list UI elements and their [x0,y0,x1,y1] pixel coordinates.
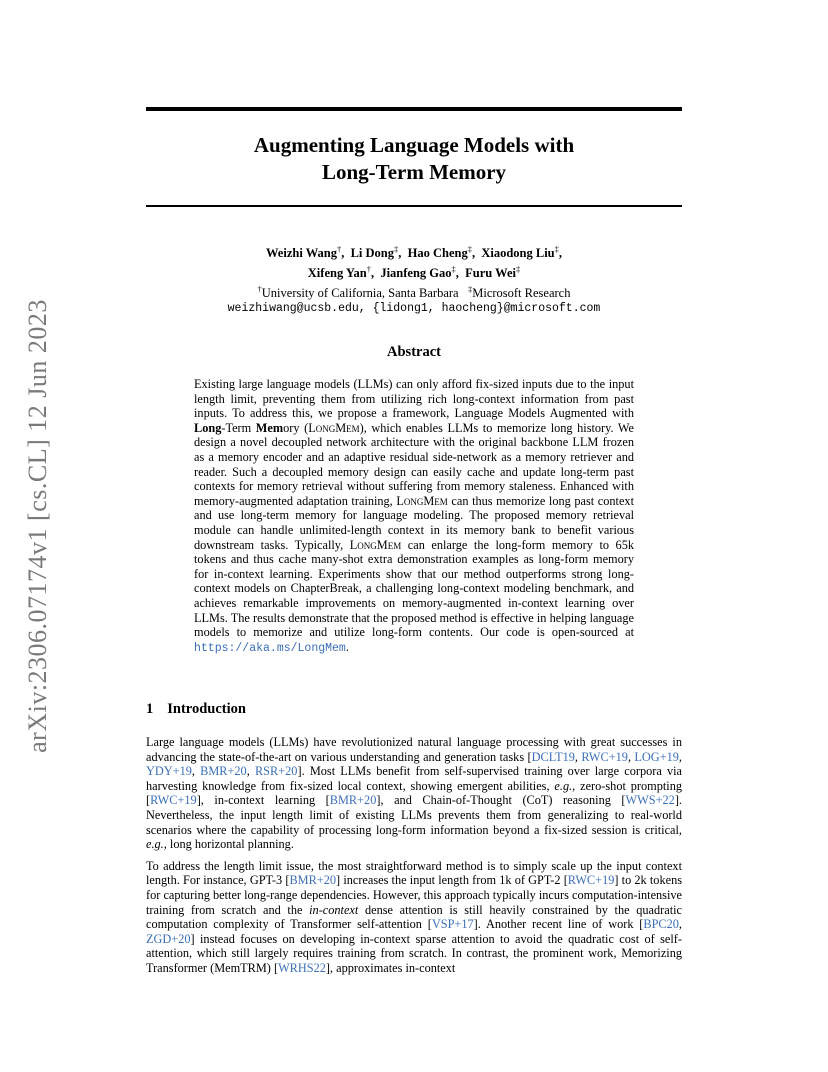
citation-link[interactable]: WWS+22 [625,793,675,808]
affiliation-ucsb: University of California, Santa Barbara [261,286,459,301]
abstract-bold-long: Long [194,420,222,435]
title-top-rule [146,107,682,111]
citation-link[interactable]: LOG+19 [634,749,679,764]
affiliation-microsoft: Microsoft Research [472,286,571,301]
abstract-text: -Term [221,420,256,435]
introduction-body [146,735,682,983]
author-mark: ‡ [451,264,456,275]
author-name: Hao Cheng [407,246,468,261]
author-block [146,241,682,317]
citation-link[interactable]: ZGD+20 [146,931,191,946]
author-line-2: Xifeng Yan†, Jianfeng Gao‡, Furu Wei‡ [307,264,521,281]
abstract-text: ory ( [283,420,309,435]
intro-text: ], and Chain-of-Thought (CoT) reasoning [ [376,793,626,808]
abstract-text: . [345,639,349,654]
author-line-1: Weizhi Wang†, Li Dong‡, Hao Cheng‡, Xiaodong Liu‡, [265,244,562,261]
section-number: 1 [146,701,154,717]
intro-paragraph-2: To address the length limit issue, the most straightforward method is to simply scale up the input context length. For instance, GPT-3 [BMR+20] increases the input length from 1k of GPT-2 [RWC+19] to 2k tokens for capturing better long-range dependencies. However, this approach typically incurs computation-intensive training from scratch and the in-context dense attention is still heavily constrained by the quadratic computation complexity of Transformer self-attention [VSP+17]. Another recent line of work [BPC20, ZGD+20] instead focuses on developing in-context sparse attention to avoid the quadratic cost of self-attention, which still largely requires training from scratch. In contrast, the prominent work, Memorizing Transformer (MemTRM) [WRHS22], approximates in-context [146,858,682,975]
author-mark: ‡ [515,264,521,275]
citation-link[interactable]: RWC+19 [567,873,615,888]
author-mark: ‡ [394,244,399,254]
intro-text: To address the length limit issue, the most straightforward method is to simply scale up the input context length. For instance, GPT-3 [ [146,858,682,888]
paper-title [146,132,682,186]
intro-text: zero-shot prompting [ [146,778,682,808]
title-line-2: Long-Term Memory [321,160,507,184]
abstract-text: can enlarge the long-form memory to 65k tokens and thus cache many-shot extra demonstration examples as long-form memory for in-context learning. Experiments show that our method outperforms strong long-context models on ChapterBreak, a challenging long-context modeling benchmark, and achieves remarkable improvements on memory-augmented in-context learning over LLMs. The results demonstrate that the proposed method is effective in helping language models to memorize and utilize long-form contents. Our code is open-sourced at [194,537,635,640]
author-mark: † [336,244,342,254]
author-name: Xiaodong Liu [481,246,555,261]
citation-link[interactable]: YDY+19 [146,764,192,779]
intro-text: ]. Most LLMs benefit from self-supervised training over large corpora via harvesting knowledge from fix-sized local context, showing emergent abilities, [146,764,682,793]
intro-text: ]. Nevertheless, the input length limit of existing LLMs prevents them from generalizing to real-world scenarios where the capability of processing long-form information beyond a fix-sized session is critical, [146,793,682,837]
citation-link[interactable]: BPC20 [643,917,679,932]
author-name: Weizhi Wang [265,246,337,261]
citation-link[interactable]: BMR+20 [289,873,337,888]
title-line-1: Augmenting Language Models with [253,133,575,157]
citation-link[interactable]: BMR+20 [200,764,247,779]
abstract-body [194,377,634,656]
abstract-heading: Abstract [387,344,441,360]
arxiv-identifier-text: arXiv:2306.07174v1 [cs.CL] 12 Jun 2023 [23,299,52,753]
author-name: Li Dong [350,246,394,261]
intro-text: ], in-context learning [ [196,793,330,808]
intro-paragraph-1: Large language models (LLMs) have revolutionized natural language processing with great successes in advancing the state-of-the-art on various understanding and generation tasks [DCLT19, RWC+19, LOG+19, YDY+19, BMR+20, RSR+20]. Most LLMs benefit from self-supervised training over large corpora via harvesting knowledge from fix-sized local context, showing emergent abilities, e.g., zero-shot prompting [RWC+19], in-context learning [BMR+20], and Chain-of-Thought (CoT) reasoning [WWS+22]. Nevertheless, the input length limit of existing LLMs prevents them from generalizing to real-world scenarios where the capability of processing long-form information beyond a fix-sized session is critical, e.g., long horizontal planning. [146,735,682,852]
section-title: Introduction [167,701,246,717]
abstract-text: Existing large language models (LLMs) can only afford fix-sized inputs due to the input length limit, preventing them from utilizing rich long-context information from past inputs. To address this, we propose a framework, Language Models Augmented with [194,377,634,421]
method-name: LongMem [396,493,448,508]
affiliation-mark: ‡ [467,284,473,295]
affiliation-mark: † [257,284,262,295]
citation-link[interactable]: DCLT19 [531,749,575,764]
intro-text-italic: in-context [309,902,359,917]
author-name: Furu Wei [465,266,516,281]
intro-text-italic: e.g., [554,778,576,793]
intro-text: ] increases the input length from 1k of GPT-2 [ [336,873,568,888]
code-url-link[interactable]: https://aka.ms/LongMem [194,641,346,655]
section-heading-introduction [146,701,246,718]
method-name: LongMem [308,420,360,435]
abstract-bold-mem: Mem [255,420,284,435]
citation-link[interactable]: RSR+20 [254,764,298,779]
title-bottom-rule [146,205,682,207]
abstract-text: ), which enables LLMs to memorize long history. We design a novel decoupled network architecture with the original backbone LLM frozen as a memory encoder and an adaptive residual side-network as a memory retriever and reader. Such a decoupled memory design can easily cache and update long-term past contexts for memory retrieval without suffering from memory staleness. Enhanced with memory-augmented adaptation training, [194,420,635,508]
citation-link[interactable]: WRHS22 [278,960,326,975]
intro-text: dense attention is still heavily constrained by the quadratic computation complexity of Transformer self-attention [ [146,902,682,932]
citation-link[interactable]: VSP+17 [431,917,474,932]
intro-text: ], approximates in-context [325,960,456,975]
citation-link[interactable]: RWC+19 [150,793,197,808]
intro-text: ] to 2k tokens for capturing better long-range dependencies. However, this approach typically incurs computation-intensive training from scratch and the [146,873,682,917]
author-emails: weizhiwang@ucsb.edu, {lidong1, haocheng}@microsoft.com [227,302,601,316]
abstract-text: can thus memorize long past context and use long-term memory for language modeling. The proposed memory retrieval module can handle unlimited-length context in its memory bank to benefit various downstream tasks. Typically, [194,493,634,552]
citation-link[interactable]: RWC+19 [581,749,628,764]
intro-text: long horizontal planning. [166,837,294,852]
intro-text: Large language models (LLMs) have revolutionized natural language processing with great successes in advancing the state-of-the-art on various understanding and generation tasks [ [146,735,682,764]
author-mark: † [366,264,371,275]
citation-link[interactable]: BMR+20 [329,793,377,808]
author-name: Jianfeng Gao [380,266,452,281]
method-name: LongMem [349,537,402,552]
author-mark: ‡ [554,244,559,254]
intro-text: ] instead focuses on developing in-context sparse attention to avoid the quadratic cost of self-attention, which still largely requires training from scratch. In contrast, the prominent work, Memorizing Transformer (MemTRM) [ [146,931,682,975]
intro-text: ]. Another recent line of work [ [473,917,644,932]
intro-text-italic: e.g., [146,837,167,852]
author-mark: ‡ [467,244,472,254]
affiliations [146,281,682,301]
author-name: Xifeng Yan [307,266,367,281]
